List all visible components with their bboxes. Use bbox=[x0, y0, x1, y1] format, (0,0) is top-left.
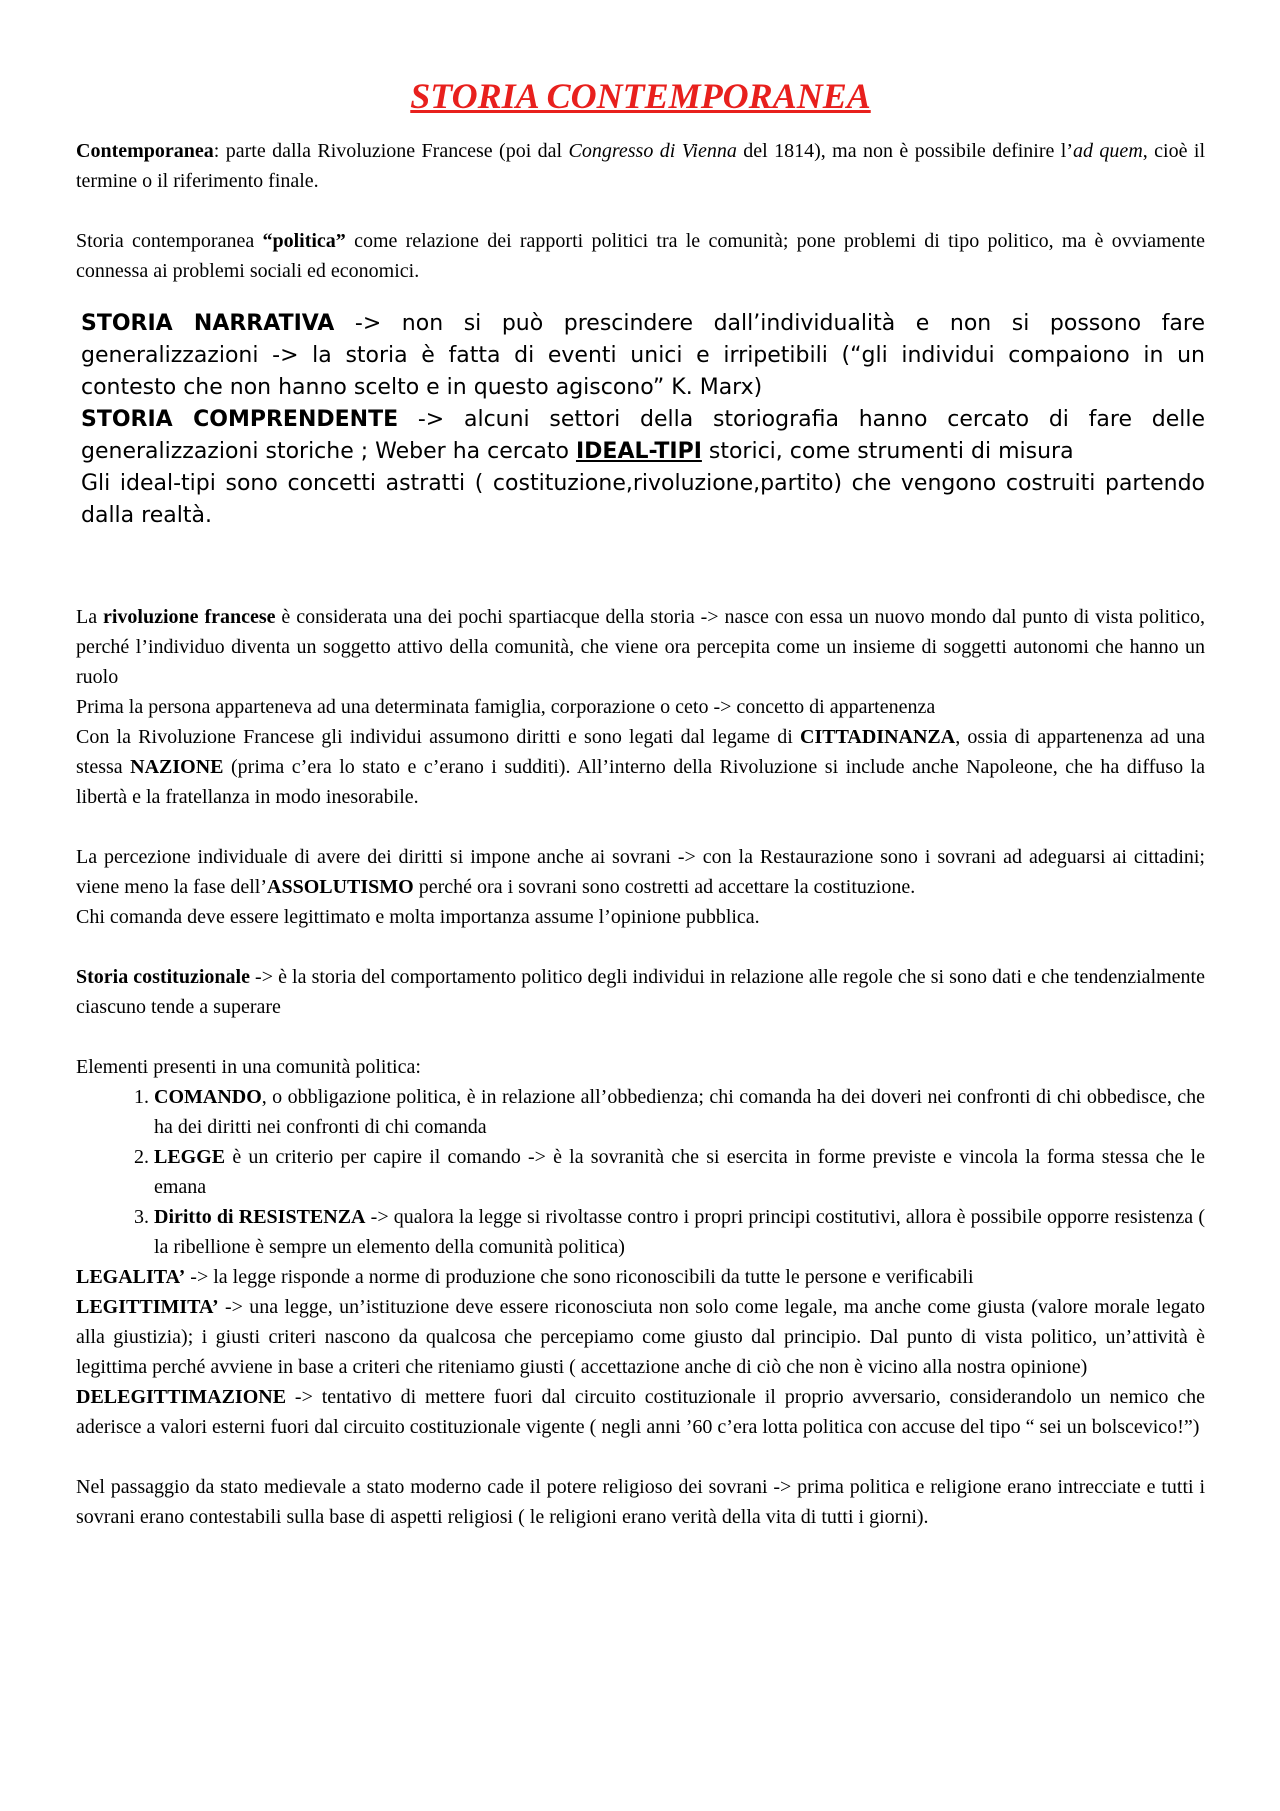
rivoluzione-paragraph: La rivoluzione francese è considerata una dei pochi spartiacque della storia -> nasce con essa un nuovo mondo dal punto di vista politico, perché l’individuo diventa un soggetto attivo della comunità, che viene ora percepita come un insieme di soggetti autonomi che hanno un ruolo bbox=[76, 606, 1206, 688]
politica-paragraph: Storia contemporanea “politica” come relazione dei rapporti politici tra le comunità; pone problemi di tipo politico, ma è ovviamente connessa ai problemi sociali ed economici. bbox=[76, 230, 1205, 282]
legittimita-paragraph: LEGITTIMITA’ -> una legge, un’istituzione deve essere riconosciuta non solo come legale, ma anche come giusta (valore morale legato alla giustizia); i giusti criteri nascono da qualcosa che percepiamo come giusto dal principio. Dal punto di vista politico, un’attività è legittima perché avviene in base a criteri che riteniamo giusti ( accettazione anche di ciò che non è vicino alla nostra opinione) bbox=[76, 1296, 1205, 1378]
politica-term: “politica” bbox=[262, 230, 346, 252]
costituzionale-term: Storia costituzionale bbox=[76, 966, 250, 988]
legalita-term: LEGALITA’ bbox=[76, 1266, 186, 1288]
idealtipi-paragraph: Gli ideal-tipi sono concetti astratti ( costituzione,rivoluzione,partito) che vengono costruiti partendo dalla realtà. bbox=[81, 471, 1205, 528]
assolutismo-term: ASSOLUTISMO bbox=[267, 876, 414, 898]
rivoluzione-term: rivoluzione francese bbox=[103, 606, 276, 628]
nazione-term: NAZIONE bbox=[130, 756, 224, 778]
page-title: STORIA CONTEMPORANEA bbox=[410, 76, 871, 116]
delegittimazione-term: DELEGITTIMAZIONE bbox=[76, 1386, 287, 1408]
intro-term: Contemporanea bbox=[76, 140, 214, 162]
ideal-tipi-term: IDEAL-TIPI bbox=[575, 439, 702, 464]
cittadinanza-paragraph: Con la Rivoluzione Francese gli individui assumono diritti e sono legati dal legame di CITTADINANZA, ossia di appartenenza ad una stessa NAZIONE (prima c’era lo stato e c’erano i sudditi). All’interno della Rivoluzione si include anche Napoleone, che ha diffuso la libertà e la fratellanza in modo inesorabile. bbox=[76, 726, 1205, 808]
passaggio-paragraph: Nel passaggio da stato medievale a stato moderno cade il potere religioso dei sovrani -> prima politica e religione erano intrecciate e tutti i sovrani erano contestabili sulla base di aspetti religiosi ( le religioni erano verità della vita di tutti i giorni). bbox=[76, 1476, 1205, 1528]
elementi-intro: Elementi presenti in una comunità politica: bbox=[76, 1056, 421, 1078]
ad-quem-term: ad quem bbox=[1073, 140, 1143, 162]
intro-paragraph: Contemporanea: parte dalla Rivoluzione Francese (poi dal Congresso di Vienna del 1814), ma non è possibile definire l’ad quem, cioè il termine o il riferimento finale. bbox=[76, 140, 1206, 192]
list-item: 1. COMANDO, o obbligazione politica, è in relazione all’obbedienza; chi comanda ha dei doveri nei confronti di chi obbedisce, che ha dei diritti nei confronti di chi comanda bbox=[154, 1082, 1205, 1142]
percezione-paragraph: La percezione individuale di avere dei diritti si impone anche ai sovrani -> con la Restaurazione sono i sovrani ad adeguarsi ai cittadini; viene meno la fase dell’ASSOLUTISMO perché ora i sovrani sono costretti ad accettare la costituzione. bbox=[76, 846, 1205, 898]
delegittimazione-paragraph: DELEGITTIMAZIONE -> tentativo di mettere fuori dal circuito costituzionale il proprio avversario, considerandolo un nemico che aderisce a valori esterni fuori dal circuito costituzionale vigente ( negli anni ’60 c’era lotta politica con accuse del tipo “ sei un bolscevico!”) bbox=[76, 1386, 1205, 1438]
cittadinanza-term: CITTADINANZA bbox=[800, 726, 956, 748]
narrativa-paragraph: STORIA NARRATIVA -> non si può prescindere dall’individualità e non si possono fare generalizzazioni -> la storia è fatta di eventi unici e irripetibili (“gli individui compaiono in un contesto che non hanno scelto e in questo agiscono” K. Marx) bbox=[81, 311, 1206, 400]
prima-paragraph: Prima la persona apparteneva ad una determinata famiglia, corporazione o ceto -> concetto di appartenenza bbox=[76, 696, 936, 718]
chi-comanda-paragraph: Chi comanda deve essere legittimato e molta importanza assume l’opinione pubblica. bbox=[76, 906, 760, 928]
storiografia-block bbox=[76, 308, 1205, 532]
list-item: 2. LEGGE è un criterio per capire il comando -> è la sovranità che si esercita in forme previste e vincola la forma stessa che le emana bbox=[154, 1142, 1205, 1202]
list-item: 3. Diritto di RESISTENZA -> qualora la legge si rivoltasse contro i propri principi costitutivi, allora è possibile opporre resistenza ( la ribellione è sempre un elemento della comunità politica) bbox=[154, 1202, 1205, 1262]
comprendente-label: STORIA COMPRENDENTE bbox=[81, 407, 399, 432]
costituzionale-paragraph: Storia costituzionale -> è la storia del comportamento politico degli individui in relazione alle regole che si sono dati e che tendenzialmente ciascuno tende a superare bbox=[76, 966, 1205, 1018]
comprendente-paragraph: STORIA COMPRENDENTE -> alcuni settori della storiografia hanno cercato di fare delle generalizzazioni storiche ; Weber ha cercato IDEAL-TIPI storici, come strumenti di misura bbox=[81, 407, 1205, 464]
congress-name: Congresso di Vienna bbox=[568, 140, 737, 162]
narrativa-label: STORIA NARRATIVA bbox=[81, 311, 335, 336]
legalita-paragraph: LEGALITA’ -> la legge risponde a norme di produzione che sono riconoscibili da tutte le persone e verificabili bbox=[76, 1266, 974, 1288]
elementi-list bbox=[76, 1082, 1205, 1262]
legittimita-term: LEGITTIMITA’ bbox=[76, 1296, 219, 1318]
